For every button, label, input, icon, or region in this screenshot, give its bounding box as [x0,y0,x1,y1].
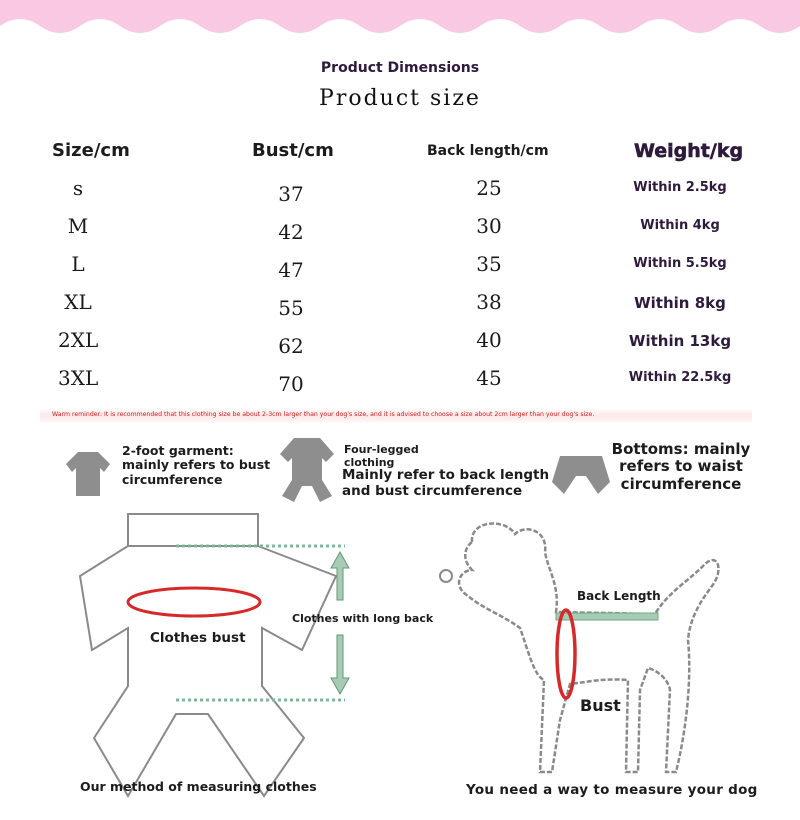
product-dimensions-subtitle: Product Dimensions [320,60,480,76]
dog-outline [459,524,718,772]
clothes-long-back-label: Clothes with long back [292,612,434,625]
product-size-title: Product size [319,86,481,111]
dog-bust-label: Bust [580,696,621,715]
cell-bust: 62 [278,334,304,358]
two-foot-garment-icon [62,448,114,500]
cell-back-length: 30 [476,214,502,238]
two-foot-garment-label: 2-foot garment: mainly refers to bust circumference [122,443,271,487]
cell-bust: 55 [278,296,304,320]
garment-outline [80,514,336,796]
size-row [0,214,800,252]
bottoms-label: Bottoms: mainly refers to waist circumference [611,440,751,493]
size-row [0,366,800,404]
cell-weight: Within 4kg [640,218,720,233]
cell-bust: 70 [278,372,304,396]
cell-back-length: 35 [476,252,502,276]
cell-bust: 42 [278,220,304,244]
cell-size: XL [64,290,92,314]
cell-size: s [72,176,84,200]
cell-weight: Within 5.5kg [633,256,727,271]
clothes-bust-ellipse [128,588,260,616]
cell-size: 3XL [58,366,99,390]
header-back-length: Back length/cm [427,143,549,159]
back-length-label: Back Length [577,589,661,603]
size-row [0,252,800,290]
four-legged-clothing-label: Four-legged clothing [344,443,419,469]
cell-size: 2XL [58,328,99,352]
measuring-clothes-caption: Our method of measuring clothes [80,779,317,794]
header-weight: Weight/kg [634,140,744,162]
measuring-dog-caption: You need a way to measure your dog [466,782,758,798]
four-legged-clothing-icon [276,436,338,506]
bottoms-icon [550,452,612,498]
four-legged-description: Mainly refer to back length and bust circumference [342,467,550,499]
cell-weight: Within 2.5kg [633,180,727,195]
pink-wave-banner [0,0,800,40]
cell-weight: Within 13kg [628,332,732,350]
dog-bust-ring [557,610,575,698]
cell-back-length: 38 [476,290,502,314]
header-size: Size/cm [52,140,130,161]
size-row [0,176,800,214]
warm-reminder: Warm reminder: It is recommended that this clothing size be about 2-3cm larger than your dog's size, and it is advised to choose a size about 2cm larger than your dog's size. [52,411,595,418]
header-bust: Bust/cm [252,140,334,161]
cell-back-length: 40 [476,328,502,352]
clothes-bust-label: Clothes bust [150,630,246,646]
size-row [0,290,800,328]
cell-size: L [71,252,85,276]
cell-bust: 47 [278,258,304,282]
cell-back-length: 45 [476,366,502,390]
measurement-diagram [0,500,800,800]
cell-back-length: 25 [476,176,502,200]
size-row [0,328,800,366]
cell-weight: Within 22.5kg [628,370,732,385]
cell-weight: Within 8kg [634,294,726,312]
cell-bust: 37 [278,182,304,206]
dog-nose [440,570,452,582]
cell-size: M [67,214,89,238]
